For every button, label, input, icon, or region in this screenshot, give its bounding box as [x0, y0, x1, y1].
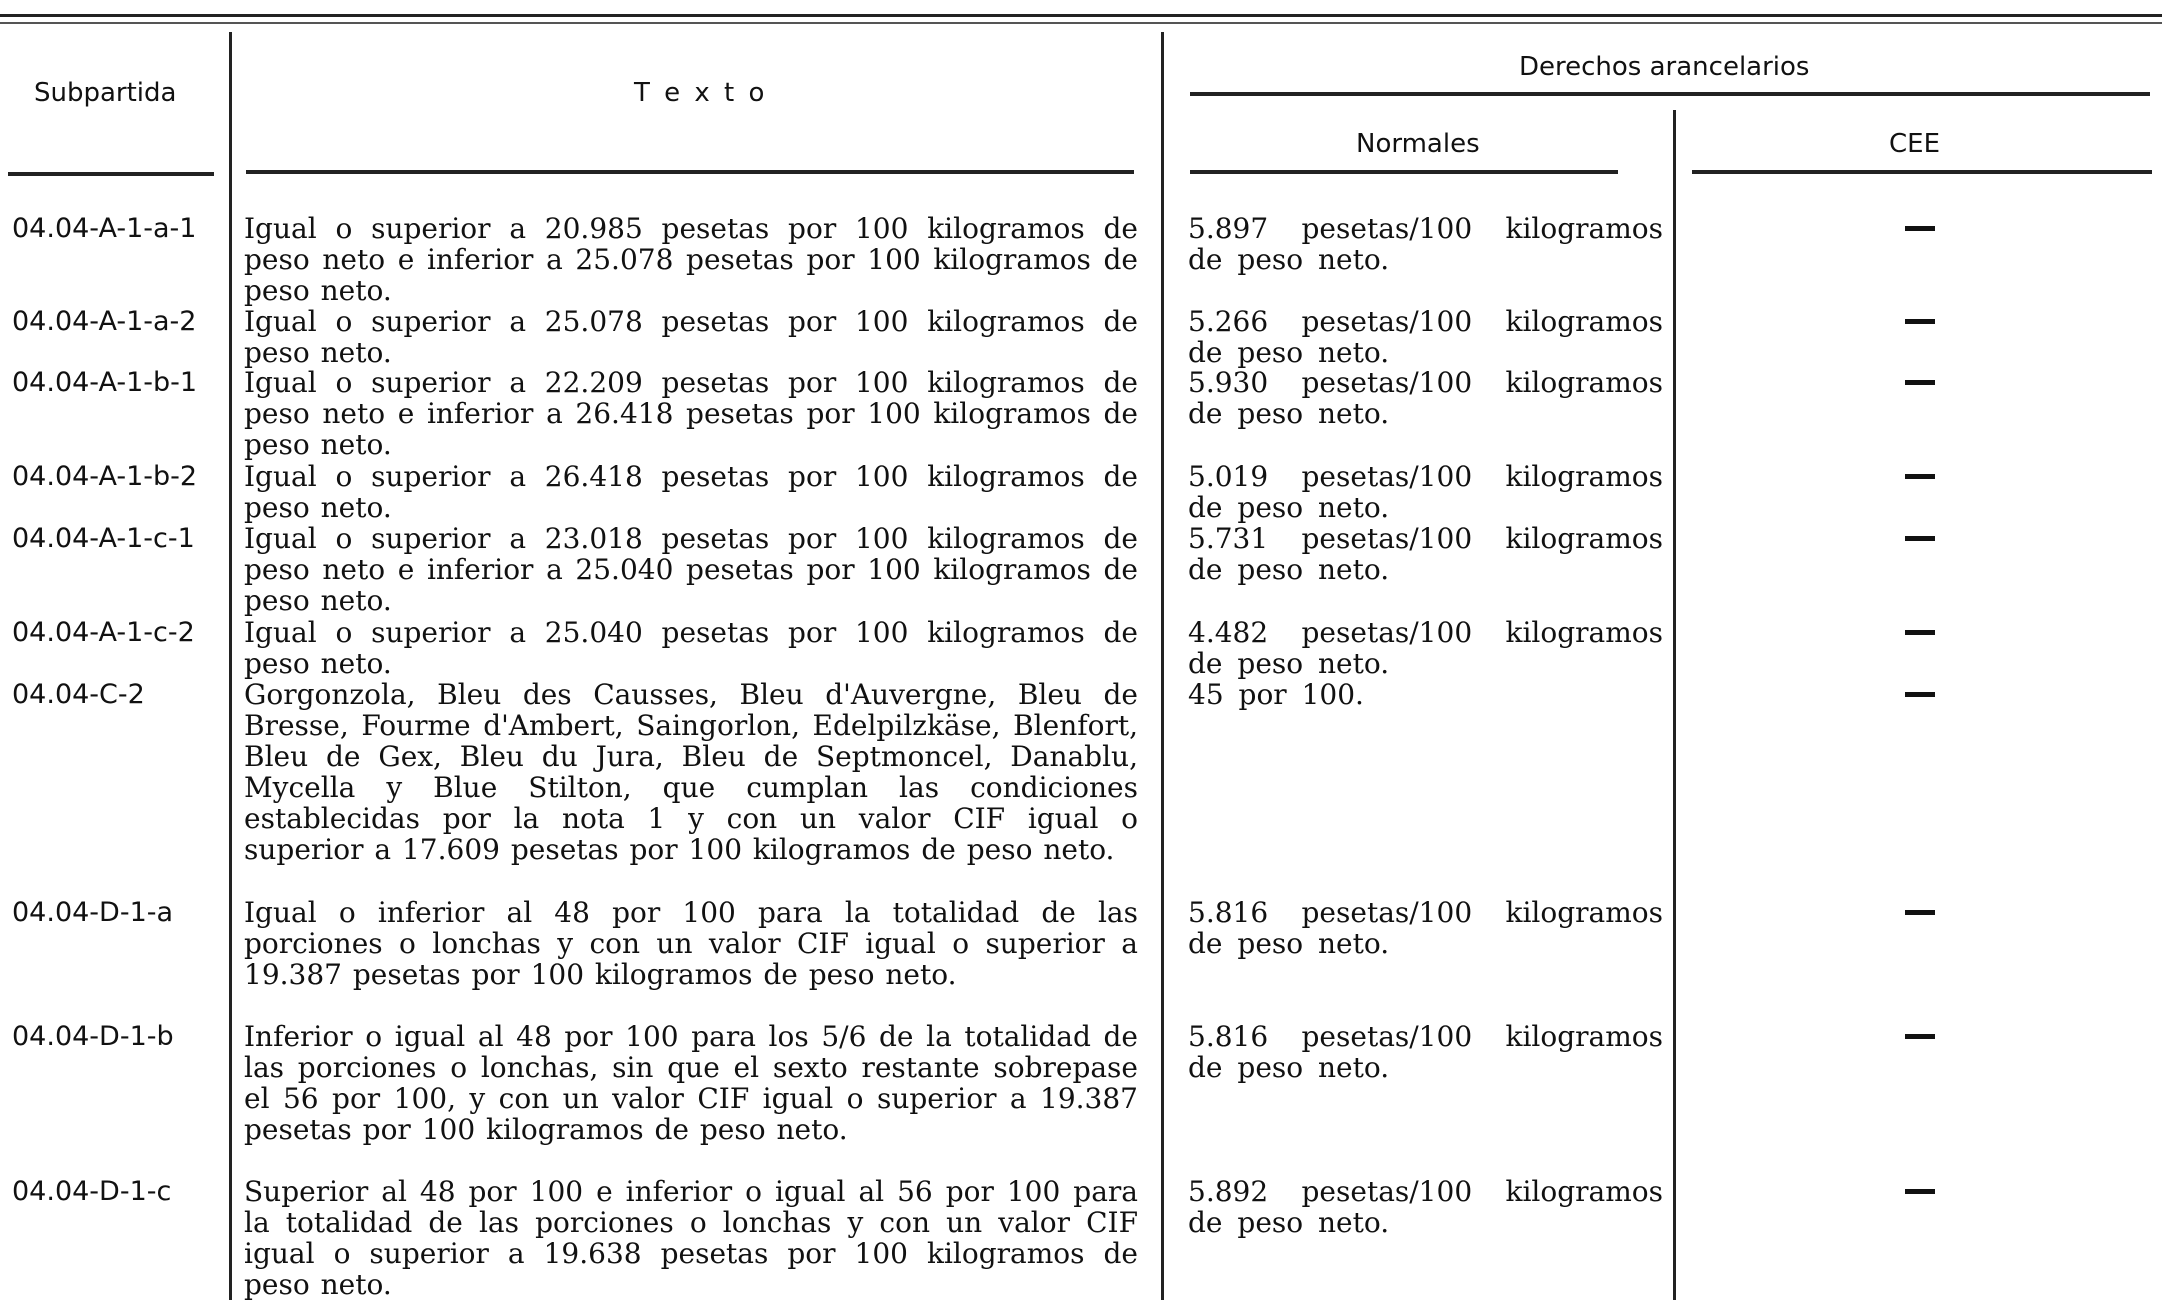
cee-dash — [1905, 910, 1935, 915]
texto-description: Igual o superior a 26.418 pesetas por 100 kilogramos de peso neto. — [244, 460, 1138, 524]
cee-duty — [1700, 306, 2140, 328]
subpartida-code: 04.04-D-1-b — [12, 1021, 174, 1052]
texto-description: Igual o superior a 25.078 pesetas por 100 kilogramos de peso neto. — [244, 305, 1138, 369]
top-rule — [0, 14, 2162, 17]
divider-normales-cee — [1673, 110, 1676, 1300]
cee-duty — [1700, 213, 2140, 235]
cee-dash — [1905, 474, 1935, 479]
cee-dash — [1905, 319, 1935, 324]
normales-duty: 5.019 pesetas/100 kilogramos de peso neto. — [1188, 460, 1663, 524]
subpartida-code: 04.04-C-2 — [12, 679, 145, 710]
subpartida-code: 04.04-A-1-b-2 — [12, 461, 198, 492]
divider-subpartida-texto — [229, 32, 232, 1300]
texto-description: Inferior o igual al 48 por 100 para los 5/6 de la totalidad de las porciones o lonchas, sin que el sexto restante sobrepase el 56 por 100, y con un valor CIF igual o superior a 19.387 pesetas por 100 kilogramos de peso neto. — [244, 1020, 1138, 1146]
subpartida-code: 04.04-A-1-a-2 — [12, 306, 197, 337]
cee-duty — [1700, 1176, 2140, 1198]
texto-description: Igual o superior a 25.040 pesetas por 100 kilogramos de peso neto. — [244, 616, 1138, 680]
subpartida-code: 04.04-A-1-a-1 — [12, 213, 197, 244]
normales-duty: 5.892 pesetas/100 kilogramos de peso neto. — [1188, 1175, 1663, 1239]
subpartida-code: 04.04-D-1-c — [12, 1176, 172, 1207]
normales-duty: 5.731 pesetas/100 kilogramos de peso neto. — [1188, 522, 1663, 586]
normales-duty: 5.930 pesetas/100 kilogramos de peso neto. — [1188, 366, 1663, 430]
cee-dash — [1905, 226, 1935, 231]
header-rule-normales — [1190, 170, 1618, 174]
cee-duty — [1700, 461, 2140, 483]
normales-duty: 5.816 pesetas/100 kilogramos de peso neto. — [1188, 896, 1663, 960]
cee-dash — [1905, 380, 1935, 385]
top-rule-secondary — [0, 22, 2162, 24]
header-rule-texto — [246, 170, 1134, 174]
texto-description: Igual o superior a 20.985 pesetas por 100 kilogramos de peso neto e inferior a 25.078 pesetas por 100 kilogramos de peso neto. — [244, 212, 1138, 307]
normales-duty: 5.897 pesetas/100 kilogramos de peso neto. — [1188, 212, 1663, 276]
texto-description: Superior al 48 por 100 e inferior o igual al 56 por 100 para la totalidad de las porciones o lonchas y con un valor CIF igual o superior a 19.638 pesetas por 100 kilogramos de peso neto. — [244, 1175, 1138, 1301]
cee-dash — [1905, 630, 1935, 635]
cee-duty — [1700, 679, 2140, 701]
texto-description: Igual o inferior al 48 por 100 para la totalidad de las porciones o lonchas y con un valor CIF igual o superior a 19.387 pesetas por 100 kilogramos de peso neto. — [244, 896, 1138, 991]
texto-description: Gorgonzola, Bleu des Causses, Bleu d'Auvergne, Bleu de Bresse, Fourme d'Ambert, Saingorlon, Edelpilzkäse, Blenfort, Bleu de Gex, Bleu du Jura, Bleu de Septmoncel, Danablu, Mycella y Blue Stilton, que cumplan las condiciones establecidas por la nota 1 y con un valor CIF igual o superior a 17.609 pesetas por 100 kilogramos de peso neto. — [244, 678, 1138, 866]
header-subpartida: Subpartida — [34, 78, 177, 108]
subpartida-code: 04.04-A-1-c-2 — [12, 617, 195, 648]
cee-dash — [1905, 1034, 1935, 1039]
subpartida-code: 04.04-A-1-b-1 — [12, 367, 198, 398]
cee-duty — [1700, 367, 2140, 389]
header-texto: T e x t o — [634, 78, 768, 108]
cee-duty — [1700, 897, 2140, 919]
cee-duty — [1700, 1021, 2140, 1043]
normales-duty: 4.482 pesetas/100 kilogramos de peso neto. — [1188, 616, 1663, 680]
normales-duty: 5.816 pesetas/100 kilogramos de peso neto. — [1188, 1020, 1663, 1084]
subpartida-code: 04.04-D-1-a — [12, 897, 174, 928]
cee-duty — [1700, 523, 2140, 545]
texto-description: Igual o superior a 22.209 pesetas por 100 kilogramos de peso neto e inferior a 26.418 pesetas por 100 kilogramos de peso neto. — [244, 366, 1138, 461]
header-derechos-arancelarios: Derechos arancelarios — [1519, 52, 1810, 82]
cee-duty — [1700, 617, 2140, 639]
header-cee: CEE — [1889, 129, 1941, 159]
divider-texto-derechos — [1161, 32, 1164, 1300]
normales-duty: 5.266 pesetas/100 kilogramos de peso neto. — [1188, 305, 1663, 369]
header-rule-cee — [1692, 170, 2152, 174]
cee-dash — [1905, 536, 1935, 541]
subpartida-code: 04.04-A-1-c-1 — [12, 523, 195, 554]
header-rule-subpartida — [8, 172, 214, 176]
texto-description: Igual o superior a 23.018 pesetas por 100 kilogramos de peso neto e inferior a 25.040 pesetas por 100 kilogramos de peso neto. — [244, 522, 1138, 617]
cee-dash — [1905, 1189, 1935, 1194]
cee-dash — [1905, 692, 1935, 697]
normales-duty: 45 por 100. — [1188, 678, 1364, 711]
header-rule-derechos — [1190, 92, 2150, 96]
header-normales: Normales — [1356, 129, 1480, 159]
